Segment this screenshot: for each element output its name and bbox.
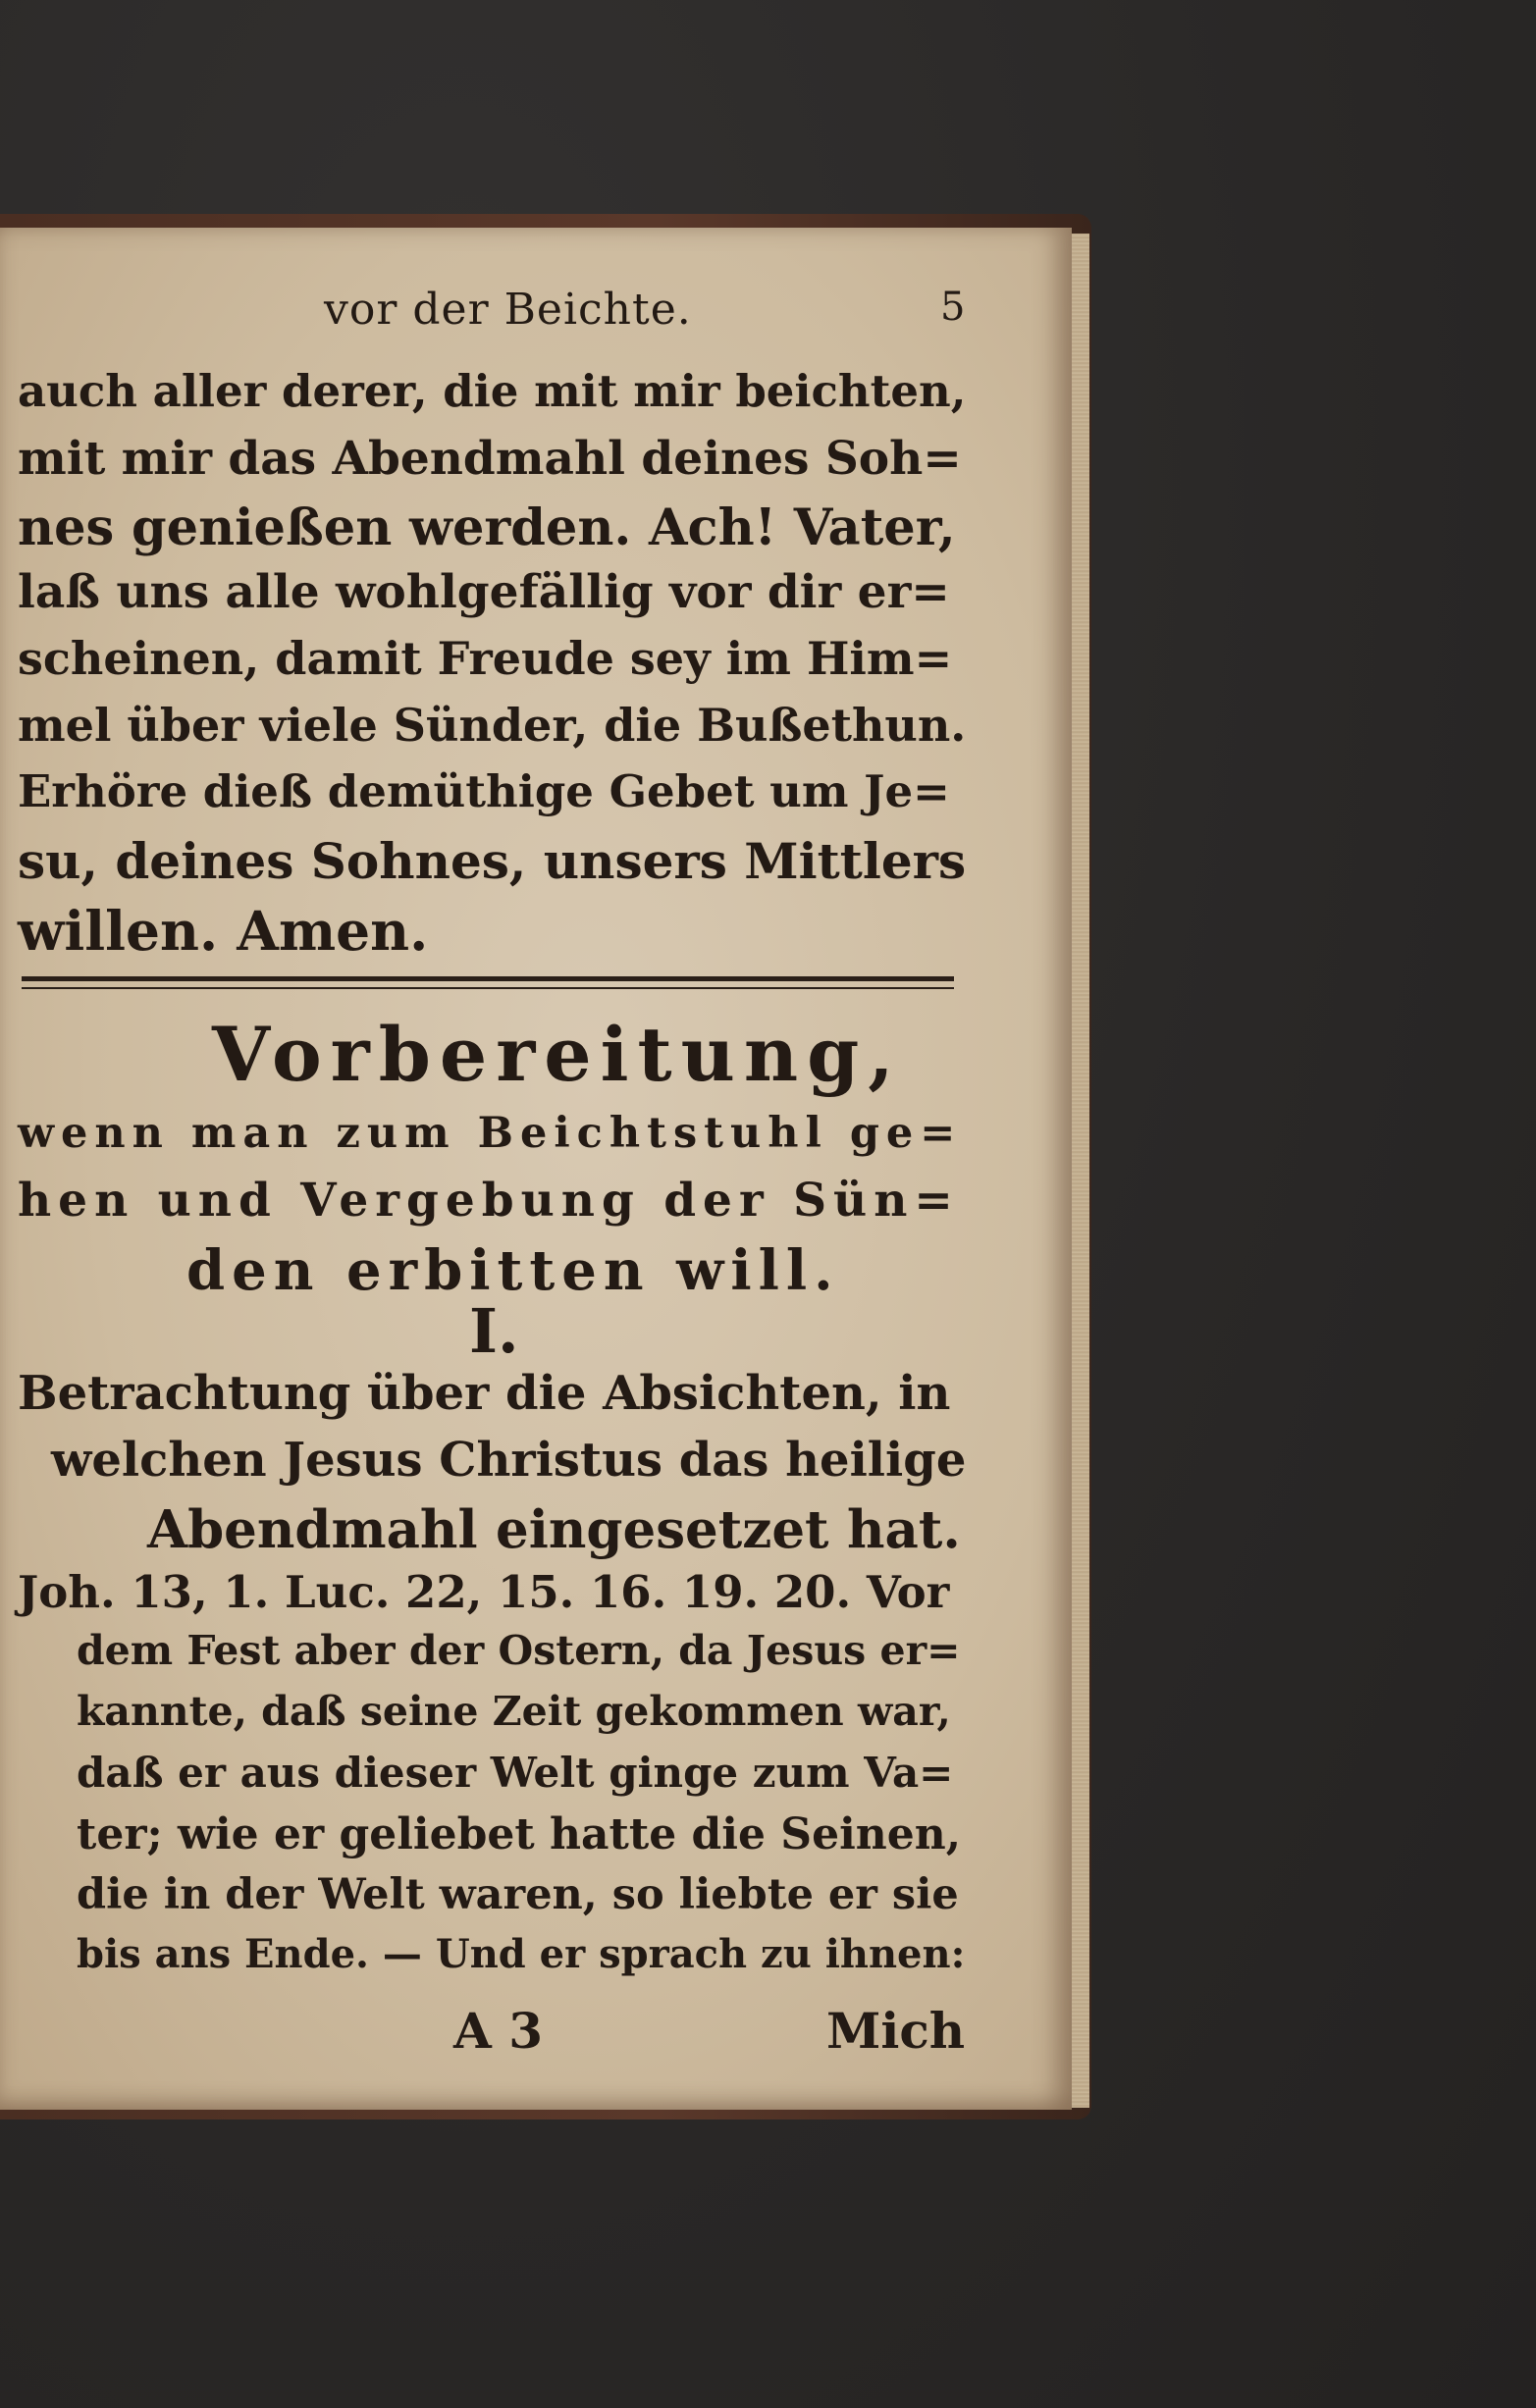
prayer-line: auch aller derer, die mit mir beichten, bbox=[18, 365, 967, 417]
section-subtitle-line: den erbitten will. bbox=[186, 1238, 840, 1303]
prayer-line: laß uns alle wohlgefällig vor dir er= bbox=[18, 565, 950, 619]
running-title: vor der Beichte. bbox=[324, 285, 692, 335]
heading-line: Abendmahl eingesetzet hat. bbox=[147, 1499, 961, 1560]
prayer-line: su, deines Sohnes, unsers Mittlers bbox=[18, 832, 967, 890]
section-subtitle-line: wenn man zum Beichtstuhl ge= bbox=[18, 1109, 963, 1158]
prayer-line: Erhöre dieß demüthige Gebet um Je= bbox=[18, 765, 950, 817]
prayer-line: mel über viele Sünder, die Bußethun. bbox=[18, 699, 967, 752]
page-fore-edge bbox=[1072, 234, 1089, 2108]
scripture-line: die in der Welt waren, so liebte er sie bbox=[77, 1870, 959, 1919]
scripture-line: daß er aus dieser Welt ginge zum Va= bbox=[77, 1749, 954, 1797]
heading-line: welchen Jesus Christus das heilige bbox=[51, 1433, 967, 1488]
section-divider bbox=[22, 976, 954, 981]
section-subtitle-line: hen und Vergebung der Sün= bbox=[18, 1174, 960, 1228]
signature-mark: A 3 bbox=[453, 2002, 543, 2060]
catchword: Mich bbox=[826, 2002, 966, 2060]
scripture-line: kannte, daß seine Zeit gekommen war, bbox=[77, 1688, 951, 1735]
scripture-line: Joh. 13, 1. Luc. 22, 15. 16. 19. 20. Vor bbox=[18, 1566, 950, 1618]
prayer-line: mit mir das Abendmahl deines Soh= bbox=[18, 432, 962, 486]
prayer-line: scheinen, damit Freude sey im Him= bbox=[18, 632, 953, 685]
prayer-line: willen. Amen. bbox=[18, 899, 429, 963]
heading-line: Betrachtung über die Absichten, in bbox=[18, 1366, 951, 1421]
page-number: 5 bbox=[940, 285, 966, 330]
section-title: Vorbereitung, bbox=[212, 1011, 903, 1098]
section-divider-thin bbox=[22, 987, 954, 989]
prayer-line: nes genießen werden. Ach! Vater, bbox=[18, 498, 956, 557]
scripture-line: ter; wie er geliebet hatte die Seinen, bbox=[77, 1809, 962, 1859]
section-numeral: I. bbox=[469, 1295, 519, 1367]
scripture-line: dem Fest aber der Ostern, da Jesus er= bbox=[77, 1627, 961, 1674]
scripture-line: bis ans Ende. — Und er sprach zu ihnen: bbox=[77, 1931, 966, 1977]
